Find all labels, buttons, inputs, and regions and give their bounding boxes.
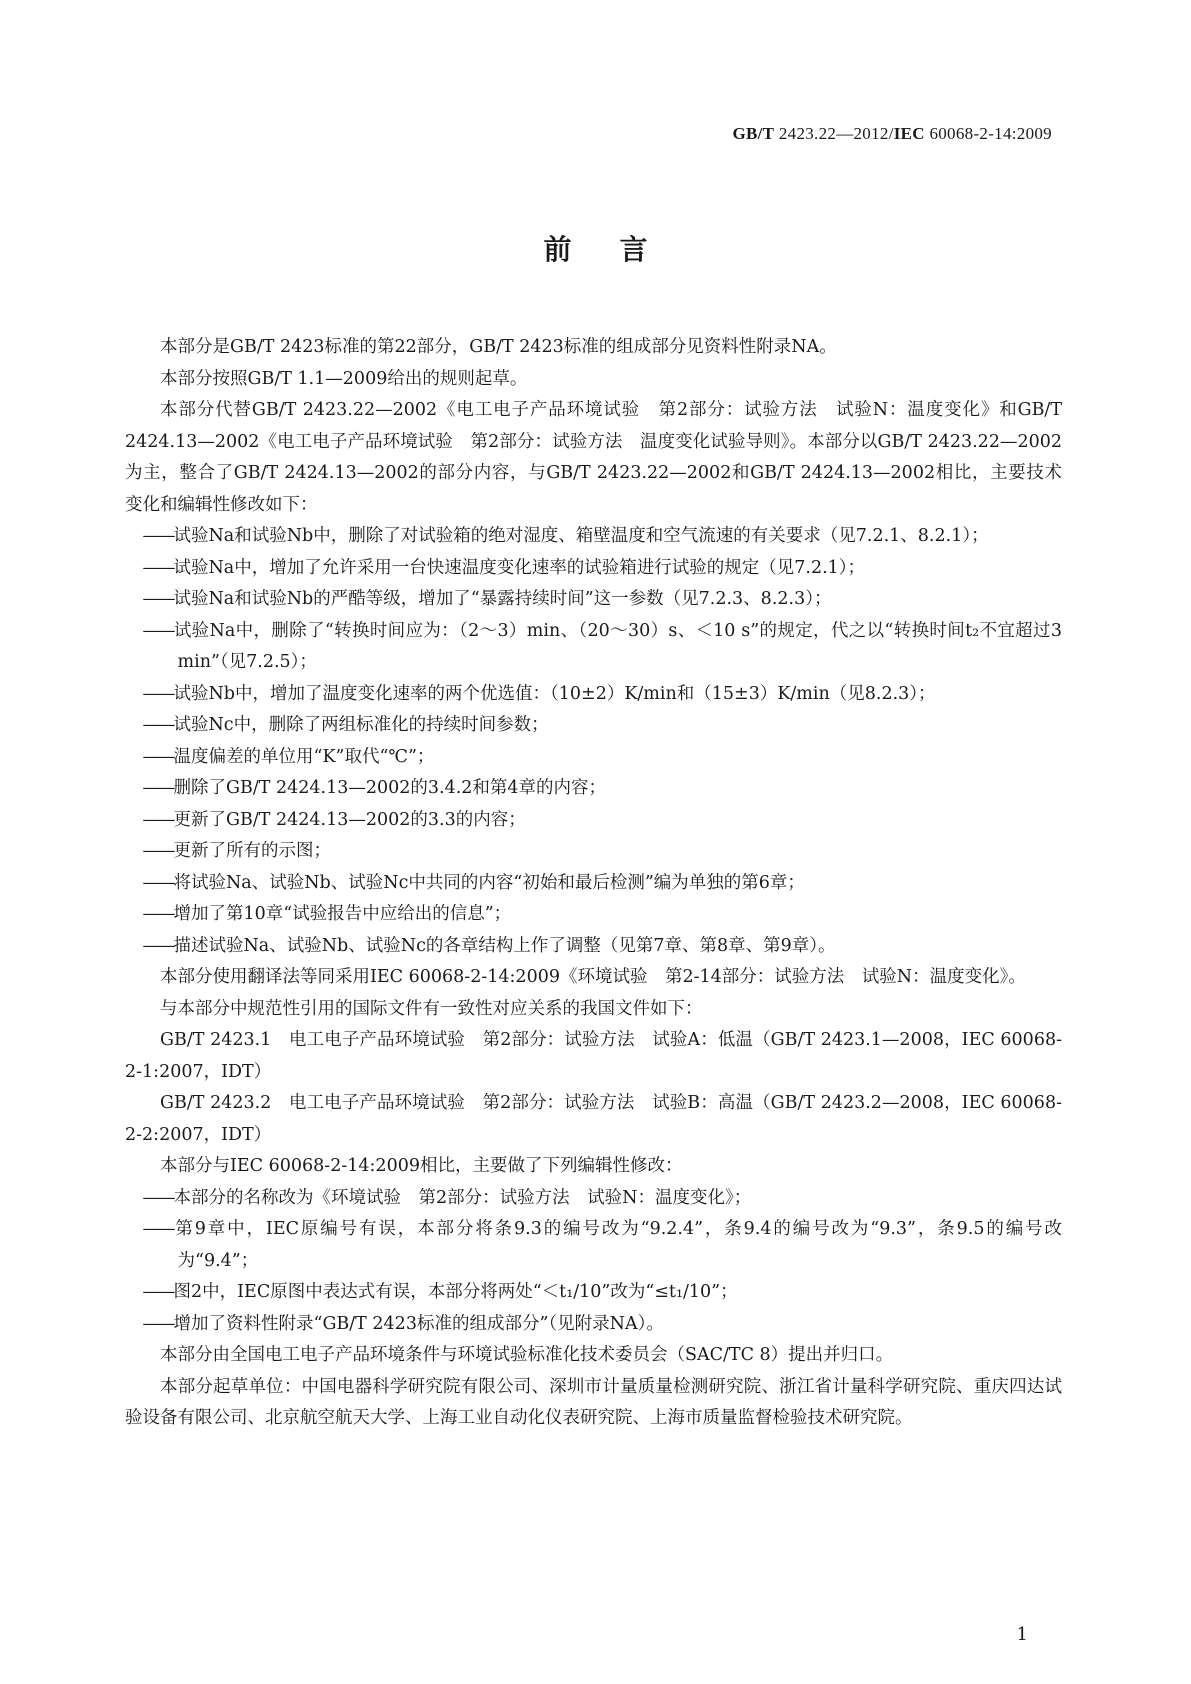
paragraph: GB/T 2423.1 电工电子产品环境试验 第2部分：试验方法 试验A：低温（GB/T 2423.1—2008，IEC 60068-2-1:2007，IDT）	[125, 1030, 1062, 1082]
list-item-text: 本部分的名称改为《环境试验 第2部分：试验方法 试验N：温度变化》；	[173, 1187, 752, 1208]
dash-marker: ——	[142, 1187, 174, 1208]
code-part-iec-number: 60068-2-14:2009	[924, 124, 1052, 143]
dash-marker: ——	[142, 557, 174, 578]
foreword-body	[125, 332, 1062, 1435]
list-item-text: 试验Na中，增加了允许采用一台快速温度变化速率的试验箱进行试验的规定（见7.2.1）；	[173, 557, 866, 578]
paragraph: 本部分是GB/T 2423标准的第22部分，GB/T 2423标准的组成部分见资料性附录NA。	[160, 337, 837, 357]
dash-marker: ——	[142, 1219, 174, 1239]
list-item-text: 增加了资料性附录“GB/T 2423标准的组成部分”（见附录NA）。	[173, 1313, 664, 1334]
paragraph: 本部分代替GB/T 2423.22—2002《电工电子产品环境试验 第2部分：试验方法 试验N：温度变化》和GB/T 2424.13—2002《电工电子产品环境试验 第2部分：试验方法 温度变化试验导则》。本部分以GB/T 2423.22—2002为主，整合了GB/T 2424.13—2002的部分内容，与GB/T 2423.22—2002和GB/T 2424.13—2002相比，主要技术变化和编辑性修改如下：	[125, 400, 1062, 515]
dash-marker: ——	[142, 589, 174, 609]
list-item	[125, 742, 1062, 774]
dash-marker: ——	[142, 526, 174, 546]
document-code	[732, 124, 1052, 144]
list-item	[125, 521, 1062, 553]
paragraph: 本部分使用翻译法等同采用IEC 60068-2-14:2009《环境试验 第2-14部分：试验方法 试验N：温度变化》。	[160, 967, 1026, 987]
paragraph: 本部分起草单位：中国电器科学研究院有限公司、深圳市计量质量检测研究院、浙江省计量科学研究院、重庆四达试验设备有限公司、北京航空航天大学、上海工业自动化仪表研究院、上海市质量监督检验技术研究院。	[125, 1376, 1062, 1428]
list-item-text: 删除了GB/T 2424.13—2002的3.4.2和第4章的内容；	[173, 778, 607, 798]
list-item	[125, 1309, 1062, 1341]
list-item	[125, 1277, 1062, 1309]
list-item-text: 更新了GB/T 2424.13—2002的3.3的内容；	[173, 809, 526, 830]
dash-marker: ——	[142, 778, 174, 798]
list-item	[125, 899, 1062, 931]
dash-marker: ——	[142, 620, 174, 641]
dash-marker: ——	[142, 904, 174, 924]
dash-marker: ——	[142, 1282, 174, 1302]
list-item-text: 描述试验Na、试验Nb、试验Nc的各章结构上作了调整（见第7章、第8章、第9章）。	[173, 935, 836, 956]
dash-marker: ——	[142, 715, 174, 735]
paragraph: GB/T 2423.2 电工电子产品环境试验 第2部分：试验方法 试验B：高温（GB/T 2423.2—2008，IEC 60068-2-2:2007，IDT）	[125, 1093, 1062, 1145]
list-item-text: 试验Nb中，增加了温度变化速率的两个优选值：（10±2）K/min和（15±3）K/min（见8.2.3）；	[173, 683, 936, 704]
list-item	[125, 773, 1062, 805]
list-item	[125, 868, 1062, 900]
dash-marker: ——	[142, 746, 174, 767]
list-item	[125, 805, 1062, 837]
page-title: 前言	[543, 233, 696, 266]
paragraph: 本部分与IEC 60068-2-14:2009相比，主要做了下列编辑性修改：	[160, 1156, 683, 1176]
code-part-number: 2423.22—2012/	[774, 124, 894, 143]
list-item-text: 增加了第10章“试验报告中应给出的信息”；	[173, 904, 512, 924]
paragraph: 本部分按照GB/T 1.1—2009给出的规则起草。	[160, 368, 528, 389]
code-part-gbt: GB/T	[732, 124, 775, 143]
list-item-text: 试验Na和试验Nb的严酷等级，增加了“暴露持续时间”这一参数（见7.2.3、8.2.3）；	[173, 589, 832, 609]
list-item-text: 图2中，IEC原图中表达式有误，本部分将两处“＜t₁/10”改为“≤t₁/10”；	[173, 1282, 738, 1302]
dash-marker: ——	[142, 683, 174, 704]
list-item-text: 试验Nc中，删除了两组标准化的持续时间参数；	[173, 715, 549, 735]
list-item-text: 温度偏差的单位用“K”取代“℃”；	[173, 746, 435, 767]
list-item	[125, 710, 1062, 742]
dash-marker: ——	[142, 935, 174, 956]
code-part-iec: IEC	[893, 124, 925, 143]
dash-marker: ——	[142, 841, 174, 861]
list-item-text: 试验Na中，删除了“转换时间应为：（2～3）min、（20～30）s、＜10 s”的规定，代之以“转换时间t₂不宜超过3 min”（见7.2.5）；	[173, 620, 1062, 672]
list-item-text: 更新了所有的示图；	[173, 841, 331, 861]
list-item	[125, 553, 1062, 585]
paragraph: 本部分由全国电工电子产品环境条件与环境试验标准化技术委员会（SAC/TC 8）提出并归口。	[160, 1345, 894, 1365]
paragraph: 与本部分中规范性引用的国际文件有一致性对应关系的我国文件如下：	[160, 998, 703, 1019]
list-item	[125, 836, 1062, 868]
list-item-text: 第9章中，IEC原编号有误，本部分将条9.3的编号改为“9.2.4”，条9.4的编号改为“9.3”，条9.5的编号改为“9.4”；	[173, 1219, 1062, 1271]
list-item-text: 试验Na和试验Nb中，删除了对试验箱的绝对湿度、箱壁温度和空气流速的有关要求（见7.2.1、8.2.1）；	[173, 526, 989, 546]
list-item	[125, 584, 1062, 616]
list-item	[125, 931, 1062, 963]
page-number: 1	[1016, 1624, 1028, 1645]
list-item	[125, 1214, 1062, 1277]
list-item-text: 将试验Na、试验Nb、试验Nc中共同的内容“初始和最后检测”编为单独的第6章；	[173, 872, 805, 893]
dash-marker: ——	[142, 872, 174, 893]
list-item	[125, 679, 1062, 711]
dash-marker: ——	[142, 1313, 174, 1334]
list-item	[125, 616, 1062, 679]
list-item	[125, 1183, 1062, 1215]
dash-marker: ——	[142, 809, 174, 830]
